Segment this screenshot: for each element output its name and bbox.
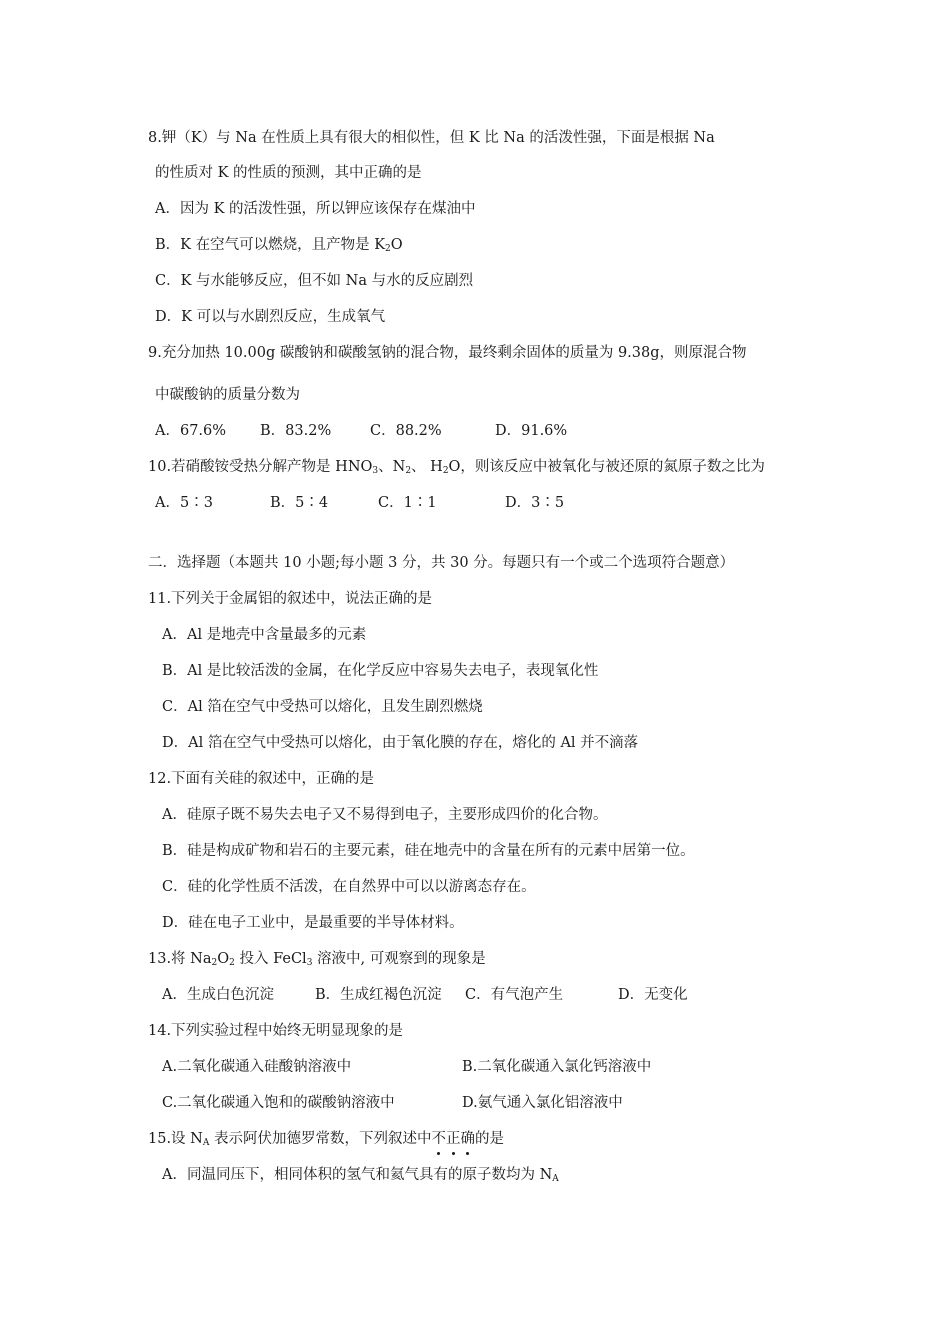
q14-option-a: A.二氧化碳通入硅酸钠溶液中	[162, 1059, 352, 1075]
section-2-header: 二．选择题（本题共 10 小题;每小题 3 分，共 30 分。每题只有一个或二个选项符合题意）	[148, 555, 735, 571]
q8-option-c: C．K 与水能够反应，但不如 Na 与水的反应剧烈	[155, 273, 474, 289]
q13-option-a: A．生成白色沉淀	[162, 987, 274, 1003]
q8-stem-line2: 的性质对 K 的性质的预测，其中正确的是	[155, 165, 422, 181]
q11-stem: 11.下列关于金属铝的叙述中，说法正确的是	[148, 591, 433, 607]
q8-option-a: A．因为 K 的活泼性强，所以钾应该保存在煤油中	[155, 201, 476, 217]
q11-option-c: C．Al 箔在空气中受热可以熔化，且发生剧烈燃烧	[162, 699, 483, 715]
q10-option-d: D．3∶5	[505, 495, 565, 511]
q15-option-a: A．同温同压下，相同体积的氢气和氦气具有的原子数均为 $N_A$	[162, 1167, 559, 1184]
q12-stem: 12.下面有关硅的叙述中，正确的是	[148, 771, 375, 787]
q11-option-d: D．Al 箔在空气中受热可以熔化，由于氧化膜的存在，熔化的 Al 并不滴落	[162, 735, 639, 751]
q13-option-b: B．生成红褐色沉淀	[315, 987, 442, 1003]
q11-option-a: A．Al 是地壳中含量最多的元素	[162, 627, 367, 643]
q9-option-c: C．88.2%	[370, 423, 442, 439]
q10-option-c: C．1∶1	[378, 495, 437, 511]
q11-option-b: B．Al 是比较活泼的金属，在化学反应中容易失去电子，表现氧化性	[162, 663, 599, 679]
emphasis-dots	[431, 1152, 475, 1158]
q12-option-d: D．硅在电子工业中，是最重要的半导体材料。	[162, 915, 464, 931]
q13-option-d: D．无变化	[618, 987, 688, 1003]
q12-option-a: A．硅原子既不易失去电子又不易得到电子，主要形成四价的化合物。	[162, 807, 608, 823]
q12-option-b: B．硅是构成矿物和岩石的主要元素，硅在地壳中的含量在所有的元素中居第一位。	[162, 843, 695, 859]
q9-option-b: B．83.2%	[260, 423, 332, 439]
q8-stem-line1: 8.钾（K）与 Na 在性质上具有很大的相似性，但 K 比 Na 的活泼性强，下面是根据 Na	[148, 130, 715, 146]
q14-option-d: D.氨气通入氯化铝溶液中	[462, 1095, 623, 1111]
q9-stem-line2: 中碳酸钠的质量分数为	[155, 387, 300, 403]
q9-option-d: D．91.6%	[495, 423, 568, 439]
q9-option-a: A．67.6%	[155, 423, 227, 439]
q8-option-d: D．K 可以与水剧烈反应，生成氧气	[155, 309, 386, 325]
q14-option-c: C.二氧化碳通入饱和的碳酸钠溶液中	[162, 1095, 395, 1111]
q14-option-b: B.二氧化碳通入氯化钙溶液中	[462, 1059, 652, 1075]
q14-stem: 14.下列实验过程中始终无明显现象的是	[148, 1023, 404, 1039]
q12-option-c: C．硅的化学性质不活泼，在自然界中可以以游离态存在。	[162, 879, 536, 895]
q10-option-a: A．5∶3	[155, 495, 213, 511]
q13-stem: 13.将 $Na_2O_2$ 投入 FeCl$_3$ 溶液中, 可观察到的现象是	[148, 951, 486, 968]
q10-option-b: B．5∶4	[270, 495, 329, 511]
q8-option-b: B．K 在空气可以燃烧，且产物是 $K_2O$	[155, 237, 403, 254]
q10-stem: 10.若硝酸铵受热分解产物是 $HNO_3$、$N_2$、 $H_2O$，则该反应中被氧化与被还原的氮原子数之比为	[148, 459, 765, 476]
q15-stem: 15.设 $N_A$ 表示阿伏加德罗常数，下列叙述中不正确 的是	[148, 1129, 504, 1153]
q13-option-c: C．有气泡产生	[465, 987, 564, 1003]
q9-stem-line1: 9.充分加热 10.00g 碳酸钠和碳酸氢钠的混合物，最终剩余固体的质量为 9.38g，则原混合物	[148, 345, 747, 361]
emphasis-not-correct: 不正确	[431, 1129, 475, 1149]
